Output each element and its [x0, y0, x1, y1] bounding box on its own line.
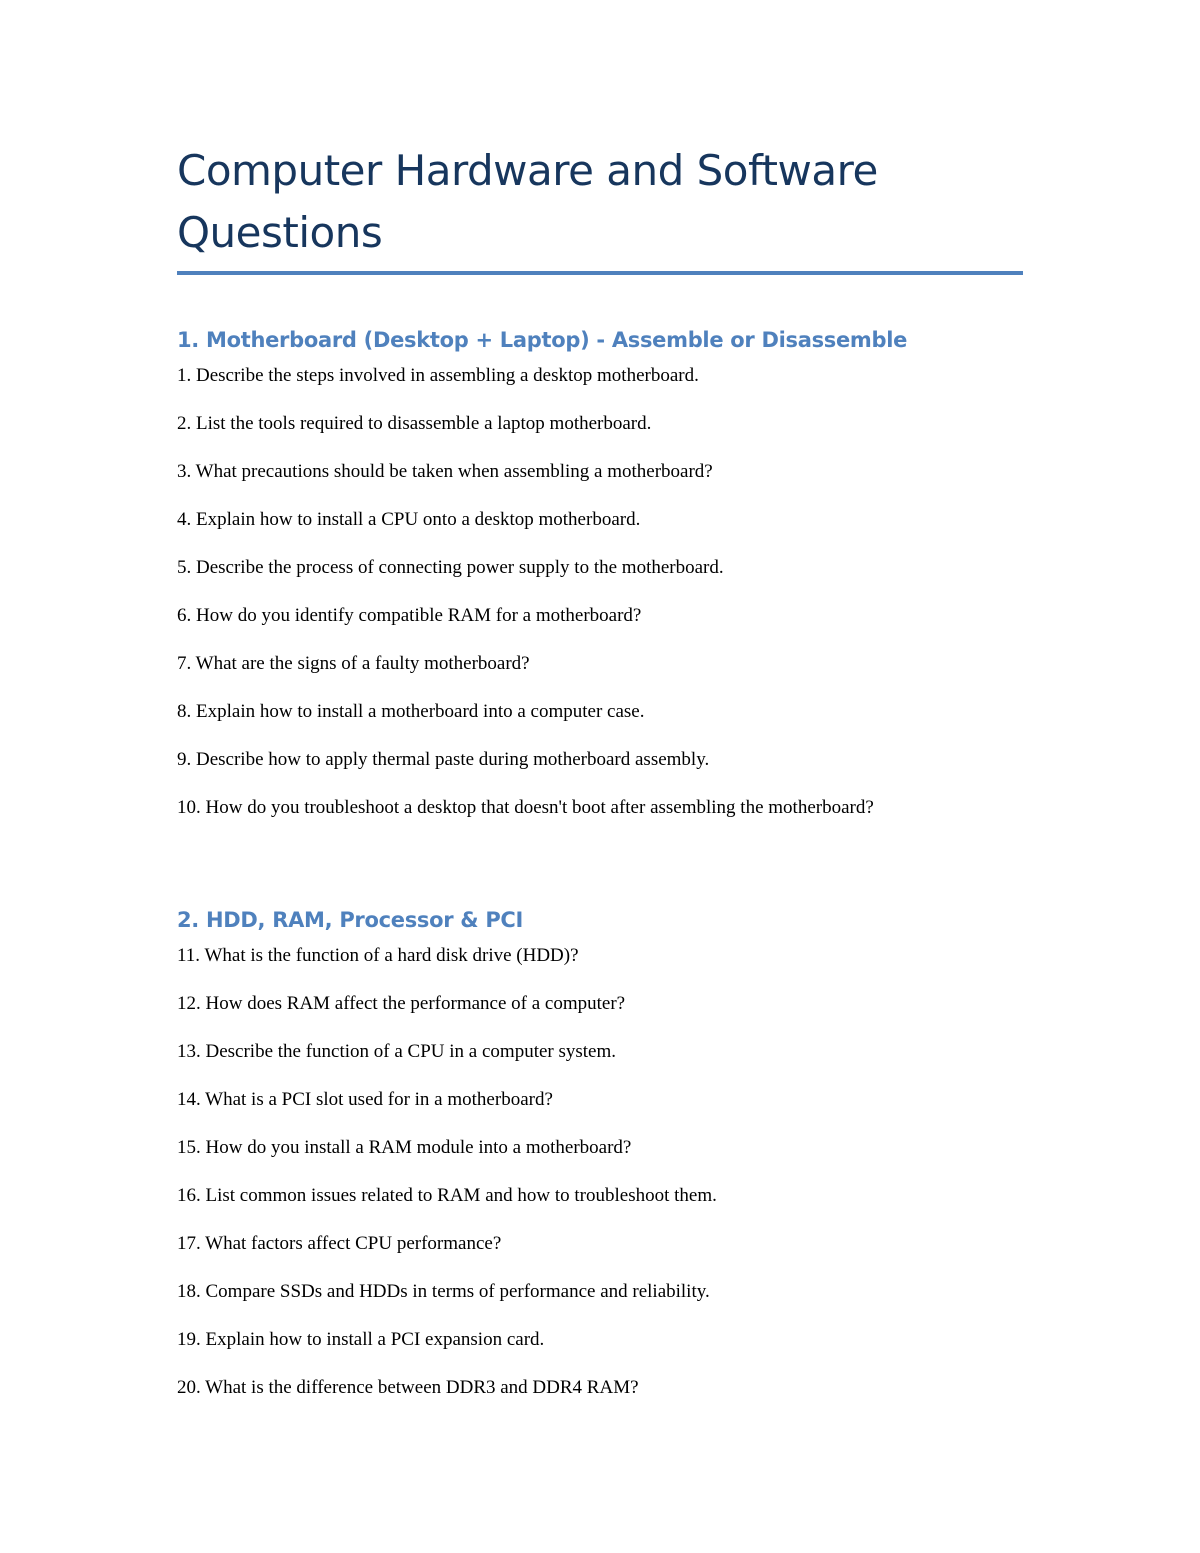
question-list: [177, 941, 1023, 1403]
question-item: 6. How do you identify compatible RAM for a motherboard?: [177, 605, 642, 626]
question-item: 11. What is the function of a hard disk drive (HDD)?: [177, 945, 579, 966]
question-item: 19. Explain how to install a PCI expansion card.: [177, 1329, 545, 1350]
section-motherboard: [177, 325, 1023, 841]
document-title: Computer Hardware and Software Questions: [177, 146, 878, 257]
question-item: 17. What factors affect CPU performance?: [177, 1233, 502, 1254]
question-item: 3. What precautions should be taken when assembling a motherboard?: [177, 461, 713, 482]
question-item: 2. List the tools required to disassemble a laptop motherboard.: [177, 413, 652, 434]
question-item: 9. Describe how to apply thermal paste during motherboard assembly.: [177, 749, 710, 770]
section-heading: 2. HDD, RAM, Processor & PCI: [177, 908, 524, 932]
question-item: 5. Describe the process of connecting power supply to the motherboard.: [177, 557, 724, 578]
section-hdd-ram-processor-pci: [177, 905, 1023, 1421]
question-item: 10. How do you troubleshoot a desktop that doesn't boot after assembling the motherboard?: [177, 797, 874, 818]
question-item: 7. What are the signs of a faulty motherboard?: [177, 653, 530, 674]
question-item: 20. What is the difference between DDR3 and DDR4 RAM?: [177, 1377, 639, 1398]
section-heading: 1. Motherboard (Desktop + Laptop) - Assemble or Disassemble: [177, 328, 908, 352]
question-item: 18. Compare SSDs and HDDs in terms of performance and reliability.: [177, 1281, 710, 1302]
title-underline: [177, 271, 1023, 275]
question-item: 13. Describe the function of a CPU in a computer system.: [177, 1041, 617, 1062]
question-item: 1. Describe the steps involved in assembling a desktop motherboard.: [177, 365, 699, 386]
question-item: 12. How does RAM affect the performance of a computer?: [177, 993, 626, 1014]
question-item: 16. List common issues related to RAM and how to troubleshoot them.: [177, 1185, 717, 1206]
question-item: 8. Explain how to install a motherboard into a computer case.: [177, 701, 645, 722]
question-item: 15. How do you install a RAM module into a motherboard?: [177, 1137, 632, 1158]
question-item: 4. Explain how to install a CPU onto a desktop motherboard.: [177, 509, 641, 530]
question-item: 14. What is a PCI slot used for in a motherboard?: [177, 1089, 553, 1110]
question-list: [177, 361, 1023, 823]
